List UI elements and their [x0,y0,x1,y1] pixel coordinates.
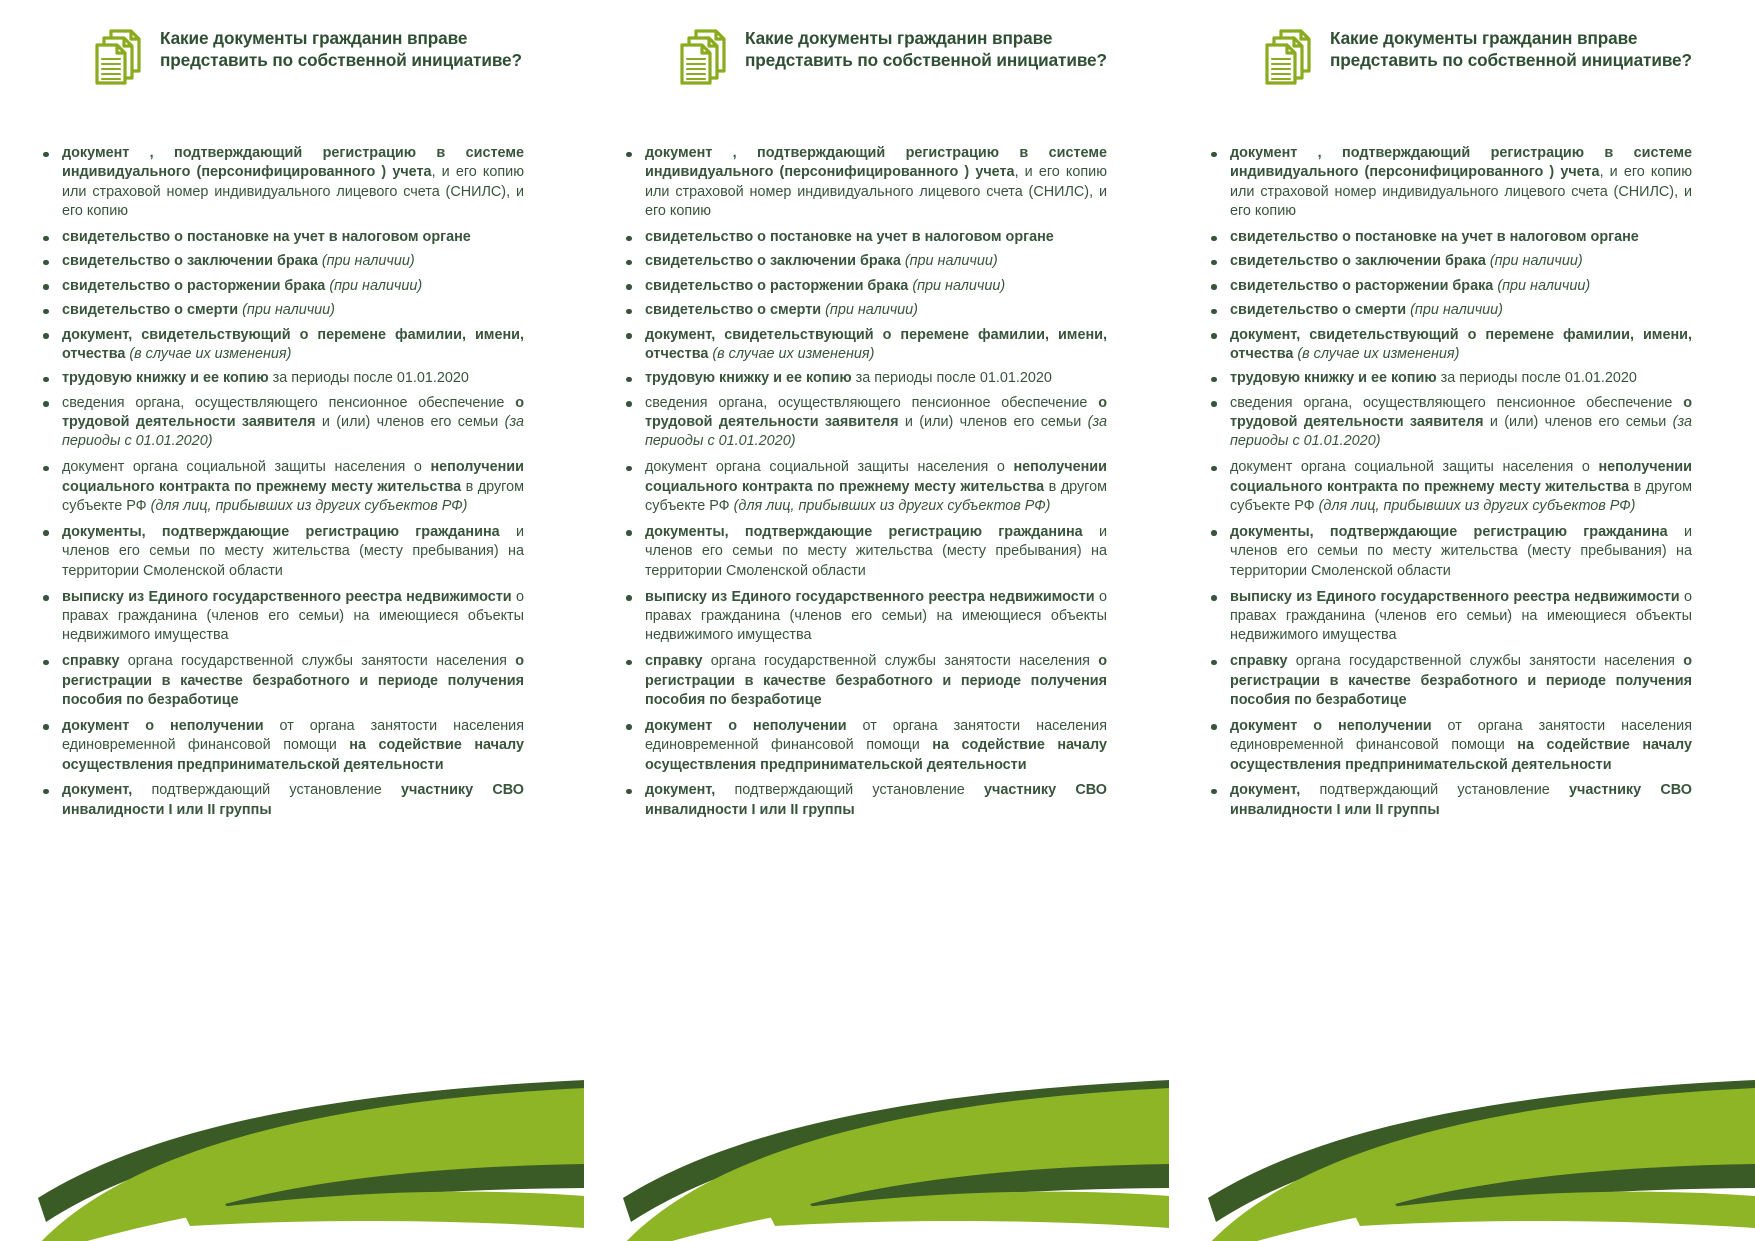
text-segment: и (или) членов его семьи [315,414,505,430]
list-item [617,301,1107,320]
list-item [34,144,524,222]
panel-title-line-2: представить по собственной инициативе? [160,50,522,71]
text-segment: о регистрации в качестве безработного и периоде получения пособия по безработице [1230,653,1692,708]
text-segment: (при наличии) [321,253,415,270]
text-segment: (в случае их изменения) [129,345,292,362]
text-segment: (за периоды с 01.01.2020) [645,414,1107,450]
text-segment: документ о неполучении [1230,717,1432,734]
list-item [1202,588,1692,646]
text-segment: сведения органа, осуществляющего пенсионное обеспечение [1230,394,1684,411]
documents-list [617,144,1107,827]
text-segment: документ органа социальной защиты населения о [62,459,431,476]
list-item [617,369,1107,388]
list-item [34,326,524,365]
text-segment: документ о неполучении [62,717,264,734]
panel-title-line-2: представить по собственной инициативе? [1330,50,1692,71]
text-segment: о трудовой деятельности заявителя [1230,394,1692,430]
list-item [34,252,524,271]
text-segment: документы, подтверждающие регистрацию гражданина [645,523,1083,540]
panel-title [745,26,1107,72]
text-segment: выписку из Единого государственного реестра недвижимости [645,588,1095,605]
text-segment: документ органа социальной защиты населения о [645,459,1014,476]
text-segment: о правах гражданина (членов его семьи) на имеющиеся объекты недвижимого имущества [1230,588,1692,644]
list-item [617,252,1107,271]
text-segment: участнику СВО инвалидности I или II группы [62,782,524,818]
text-segment: подтверждающий установление [1300,782,1569,799]
text-segment: документ, [645,782,716,799]
text-segment: от органа занятости населения единовременной финансовой помощи [1230,717,1692,754]
text-segment: документ, [1230,782,1301,799]
text-segment: документ о неполучении [645,717,847,734]
list-item [1202,369,1692,388]
list-item [34,394,524,452]
text-segment: и (или) членов его семьи [1483,414,1673,430]
list-item [1202,652,1692,710]
text-segment: подтверждающий установление [132,782,401,799]
panel-title-line-1: Какие документы гражданин вправе [745,28,1053,48]
list-item [1202,301,1692,320]
list-item [34,717,524,775]
text-segment: документы, подтверждающие регистрацию гражданина [62,523,500,540]
text-segment: на содействие началу осуществления предпринимательской деятельности [62,737,524,773]
text-segment: справку [62,653,120,670]
text-segment: и членов его семьи по месту жительства (месту пребывания) на территории Смоленской области [1230,523,1692,579]
text-segment: документ, свидетельствующий о перемене фамилии, имени, отчества [645,326,1107,362]
text-segment: за периоды после 01.01.2020 [1440,370,1637,387]
panel-header [1170,0,1755,86]
panel-title-line-1: Какие документы гражданин вправе [160,28,468,48]
text-segment: справку [1230,653,1288,670]
text-segment: документ , подтверждающий регистрацию в системе индивидуального (персонифицированного ) учета [645,145,1107,181]
text-segment: в другом субъекте РФ [1230,478,1692,514]
text-segment: выписку из Единого государственного реестра недвижимости [1230,588,1680,605]
list-item [617,523,1107,581]
text-segment: документ , подтверждающий регистрацию в системе индивидуального (персонифицированного ) учета [1230,145,1692,181]
text-segment: (при наличии) [1489,253,1583,270]
text-segment: (при наличии) [912,277,1006,294]
text-segment: сведения органа, осуществляющего пенсионное обеспечение [645,394,1099,411]
text-segment: за периоды после 01.01.2020 [272,370,469,387]
text-segment: , и его копию или страховой номер индивидуального лицевого счета (СНИЛС), и его копию [62,164,525,220]
text-segment: (для лиц, прибывших из других субъектов РФ) [733,498,1051,514]
text-segment: на содействие началу осуществления предпринимательской деятельности [1230,737,1692,773]
text-segment: о трудовой деятельности заявителя [645,394,1107,430]
text-segment: свидетельство о заключении брака [1230,253,1490,270]
text-segment: документ, свидетельствующий о перемене фамилии, имени, отчества [62,326,524,362]
brochure-panel [0,0,585,1241]
list-item [34,781,524,820]
text-segment: свидетельство о постановке на учет в налоговом органе [62,229,471,245]
text-segment: трудовую книжку и ее копию [62,370,273,387]
text-segment: от органа занятости населения единовременной финансовой помощи [62,717,524,754]
text-segment: (при наличии) [825,302,918,319]
list-item [1202,252,1692,271]
documents-list [34,144,524,827]
list-item [1202,144,1692,222]
list-item [1202,781,1692,820]
text-segment: подтверждающий установление [715,782,984,799]
list-item [617,144,1107,222]
list-item [1202,458,1692,516]
panel-title [1330,26,1692,72]
text-segment: участнику СВО инвалидности I или II группы [1230,782,1692,818]
fold-divider [584,0,585,1241]
text-segment: свидетельство о заключении брака [62,253,322,270]
text-segment: (для лиц, прибывших из других субъектов РФ) [150,498,468,514]
list-item [34,301,524,320]
list-item [1202,228,1692,247]
text-segment: свидетельство о смерти [62,302,243,319]
text-segment: (в случае их изменения) [712,345,875,362]
text-segment: в другом субъекте РФ [645,478,1107,514]
list-item [617,652,1107,710]
list-item [1202,717,1692,775]
documents-stack-icon [1262,28,1316,86]
text-segment: справку [645,653,703,670]
list-item [617,588,1107,646]
panel-header [0,0,585,86]
text-segment: о регистрации в качестве безработного и периоде получения пособия по безработице [645,653,1107,708]
list-item [617,277,1107,296]
text-segment: (за периоды с 01.01.2020) [1230,414,1692,450]
green-wave-decoration [585,1036,1170,1241]
list-item [34,652,524,710]
list-item [1202,326,1692,365]
list-item [34,228,524,247]
text-segment: неполучении социального контракта по прежнему месту жительства [1230,459,1692,495]
text-segment: свидетельство о заключении брака [645,253,905,270]
fold-divider [1169,0,1170,1241]
text-segment: (при наличии) [1497,277,1591,294]
text-segment: свидетельство о постановке на учет в налоговом органе [645,229,1054,245]
text-segment: свидетельство о постановке на учет в налоговом органе [1230,229,1639,245]
text-segment: свидетельство о смерти [645,302,826,319]
text-segment: (для лиц, прибывших из других субъектов РФ) [1318,498,1636,514]
list-item [617,228,1107,247]
text-segment: свидетельство о расторжении брака [62,277,330,294]
text-segment: документ, [62,782,133,799]
text-segment: о правах гражданина (членов его семьи) на имеющиеся объекты недвижимого имущества [645,588,1107,644]
panel-title-line-1: Какие документы гражданин вправе [1330,28,1638,48]
panel-title [160,26,522,72]
list-item [34,588,524,646]
text-segment: , и его копию или страховой номер индивидуального лицевого счета (СНИЛС), и его копию [645,164,1108,220]
list-item [617,717,1107,775]
text-segment: (при наличии) [904,253,998,270]
list-item [34,523,524,581]
text-segment: сведения органа, осуществляющего пенсионное обеспечение [62,394,516,411]
list-item [34,277,524,296]
text-segment: свидетельство о расторжении брака [645,277,913,294]
text-segment: документ органа социальной защиты населения о [1230,459,1599,476]
text-segment: органа государственной службы занятости населения [119,653,516,670]
text-segment: документ, свидетельствующий о перемене фамилии, имени, отчества [1230,326,1692,362]
list-item [1202,394,1692,452]
text-segment: (при наличии) [1410,302,1503,319]
list-item [34,369,524,388]
text-segment: свидетельство о расторжении брака [1230,277,1498,294]
text-segment: выписку из Единого государственного реестра недвижимости [62,588,512,605]
text-segment: и членов его семьи по месту жительства (месту пребывания) на территории Смоленской области [645,523,1107,579]
text-segment: о правах гражданина (членов его семьи) на имеющиеся объекты недвижимого имущества [62,588,524,644]
list-item [617,781,1107,820]
list-item [1202,277,1692,296]
brochure-panel [1170,0,1755,1241]
text-segment: неполучении социального контракта по прежнему месту жительства [645,459,1107,495]
text-segment: документы, подтверждающие регистрацию гражданина [1230,523,1668,540]
text-segment: органа государственной службы занятости населения [1287,653,1684,670]
brochure-panel [585,0,1170,1241]
text-segment: о регистрации в качестве безработного и периоде получения пособия по безработице [62,653,524,708]
text-segment: за периоды после 01.01.2020 [855,370,1052,387]
text-segment: в другом субъекте РФ [62,478,524,514]
text-segment: о трудовой деятельности заявителя [62,394,524,430]
list-item [617,394,1107,452]
documents-stack-icon [677,28,731,86]
list-item [617,458,1107,516]
text-segment: , и его копию или страховой номер индивидуального лицевого счета (СНИЛС), и его копию [1230,164,1693,220]
green-wave-decoration [1170,1036,1755,1241]
text-segment: и членов его семьи по месту жительства (месту пребывания) на территории Смоленской области [62,523,524,579]
green-wave-decoration [0,1036,585,1241]
panel-header [585,0,1170,86]
text-segment: участнику СВО инвалидности I или II группы [645,782,1107,818]
text-segment: органа государственной службы занятости населения [702,653,1099,670]
panel-title-line-2: представить по собственной инициативе? [745,50,1107,71]
list-item [617,326,1107,365]
text-segment: (в случае их изменения) [1297,345,1460,362]
text-segment: и (или) членов его семьи [898,414,1088,430]
documents-stack-icon [92,28,146,86]
text-segment: неполучении социального контракта по прежнему месту жительства [62,459,524,495]
text-segment: (при наличии) [329,277,423,294]
list-item [34,458,524,516]
documents-list [1202,144,1692,827]
list-item [1202,523,1692,581]
text-segment: трудовую книжку и ее копию [1230,370,1441,387]
text-segment: свидетельство о смерти [1230,302,1411,319]
text-segment: трудовую книжку и ее копию [645,370,856,387]
text-segment: (при наличии) [242,302,335,319]
text-segment: (за периоды с 01.01.2020) [62,414,524,450]
text-segment: на содействие началу осуществления предпринимательской деятельности [645,737,1107,773]
text-segment: от органа занятости населения единовременной финансовой помощи [645,717,1107,754]
text-segment: документ , подтверждающий регистрацию в системе индивидуального (персонифицированного ) учета [62,145,524,181]
